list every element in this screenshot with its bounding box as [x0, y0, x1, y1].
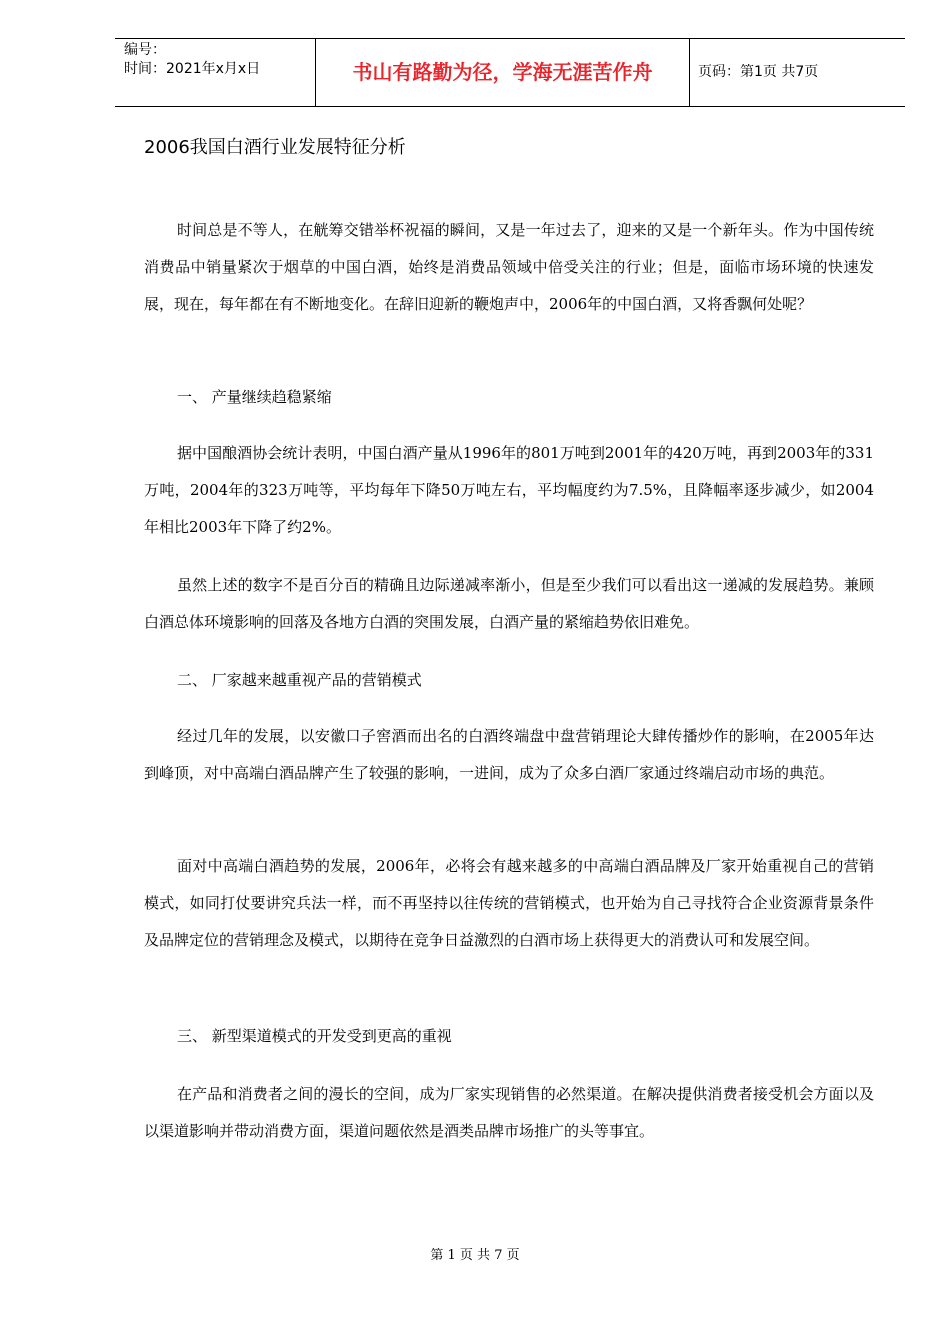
section-heading-1: 一、 产量继续趋稳紧缩: [177, 388, 332, 406]
header-page-info: 页码：第1页 共7页: [698, 64, 819, 80]
section-3-paragraph-1: 在产品和消费者之间的漫长的空间，成为厂家实现销售的必然渠道。在解决提供消费者接受机会方面以及以渠道影响并带动消费方面，渠道问题依然是酒类品牌市场推广的头等事宜。: [144, 1085, 874, 1140]
section-2-paragraph-2: 面对中高端白酒趋势的发展，2006年，必将会有越来越多的中高端白酒品牌及厂家开始重视自己的营销模式，如同打仗要讲究兵法一样，而不再坚持以往传统的营销模式，也开始为自己寻找符合企业资源背景条件及品牌定位的营销理念及模式，以期待在竞争日益激烈的白酒市场上获得更大的消费认可和发展空间。: [144, 857, 874, 949]
section-1-paragraph-1: 据中国酿酒协会统计表明，中国白酒产量从1996年的801万吨到2001年的420万吨，再到2003年的331万吨，2004年的323万吨等，平均每年下降50万吨左右，平均幅度约为7.5%，且降幅率逐步减少，如2004年相比2003年下降了约2%。: [144, 444, 874, 536]
page-header: [115, 38, 905, 107]
section-heading-2: 二、 厂家越来越重视产品的营销模式: [177, 671, 422, 689]
time-label: 时间：2021年x月x日: [124, 61, 261, 77]
section-heading-3: 三、 新型渠道模式的开发受到更高的重视: [177, 1027, 452, 1045]
section-1-paragraph-2: 虽然上述的数字不是百分百的精确且边际递减率渐小，但是至少我们可以看出这一递减的发展趋势。兼顾白酒总体环境影响的回落及各地方白酒的突围发展，白酒产量的紧缩趋势依旧难免。: [144, 576, 874, 631]
document-title: 2006我国白酒行业发展特征分析: [144, 137, 406, 158]
header-motto: 书山有路勤为径，学海无涯苦作舟: [316, 39, 690, 106]
id-label: 编号：: [124, 42, 166, 58]
header-meta: [115, 39, 316, 106]
section-2-paragraph-1: 经过几年的发展，以安徽口子窖酒而出名的白酒终端盘中盘营销理论大肆传播炒作的影响，在2005年达到峰顶，对中高端白酒品牌产生了较强的影响，一进间，成为了众多白酒厂家通过终端启动市场的典范。: [144, 727, 874, 782]
page-footer: 第 1 页 共 7 页: [430, 1248, 520, 1263]
intro-paragraph: 时间总是不等人，在觥筹交错举杯祝福的瞬间，又是一年过去了，迎来的又是一个新年头。作为中国传统消费品中销量紧次于烟草的中国白酒，始终是消费品领域中倍受关注的行业；但是，面临市场环境的快速发展，现在，每年都在有不断地变化。在辞旧迎新的鞭炮声中，2006年的中国白酒，又将香飘何处呢？: [144, 221, 874, 313]
